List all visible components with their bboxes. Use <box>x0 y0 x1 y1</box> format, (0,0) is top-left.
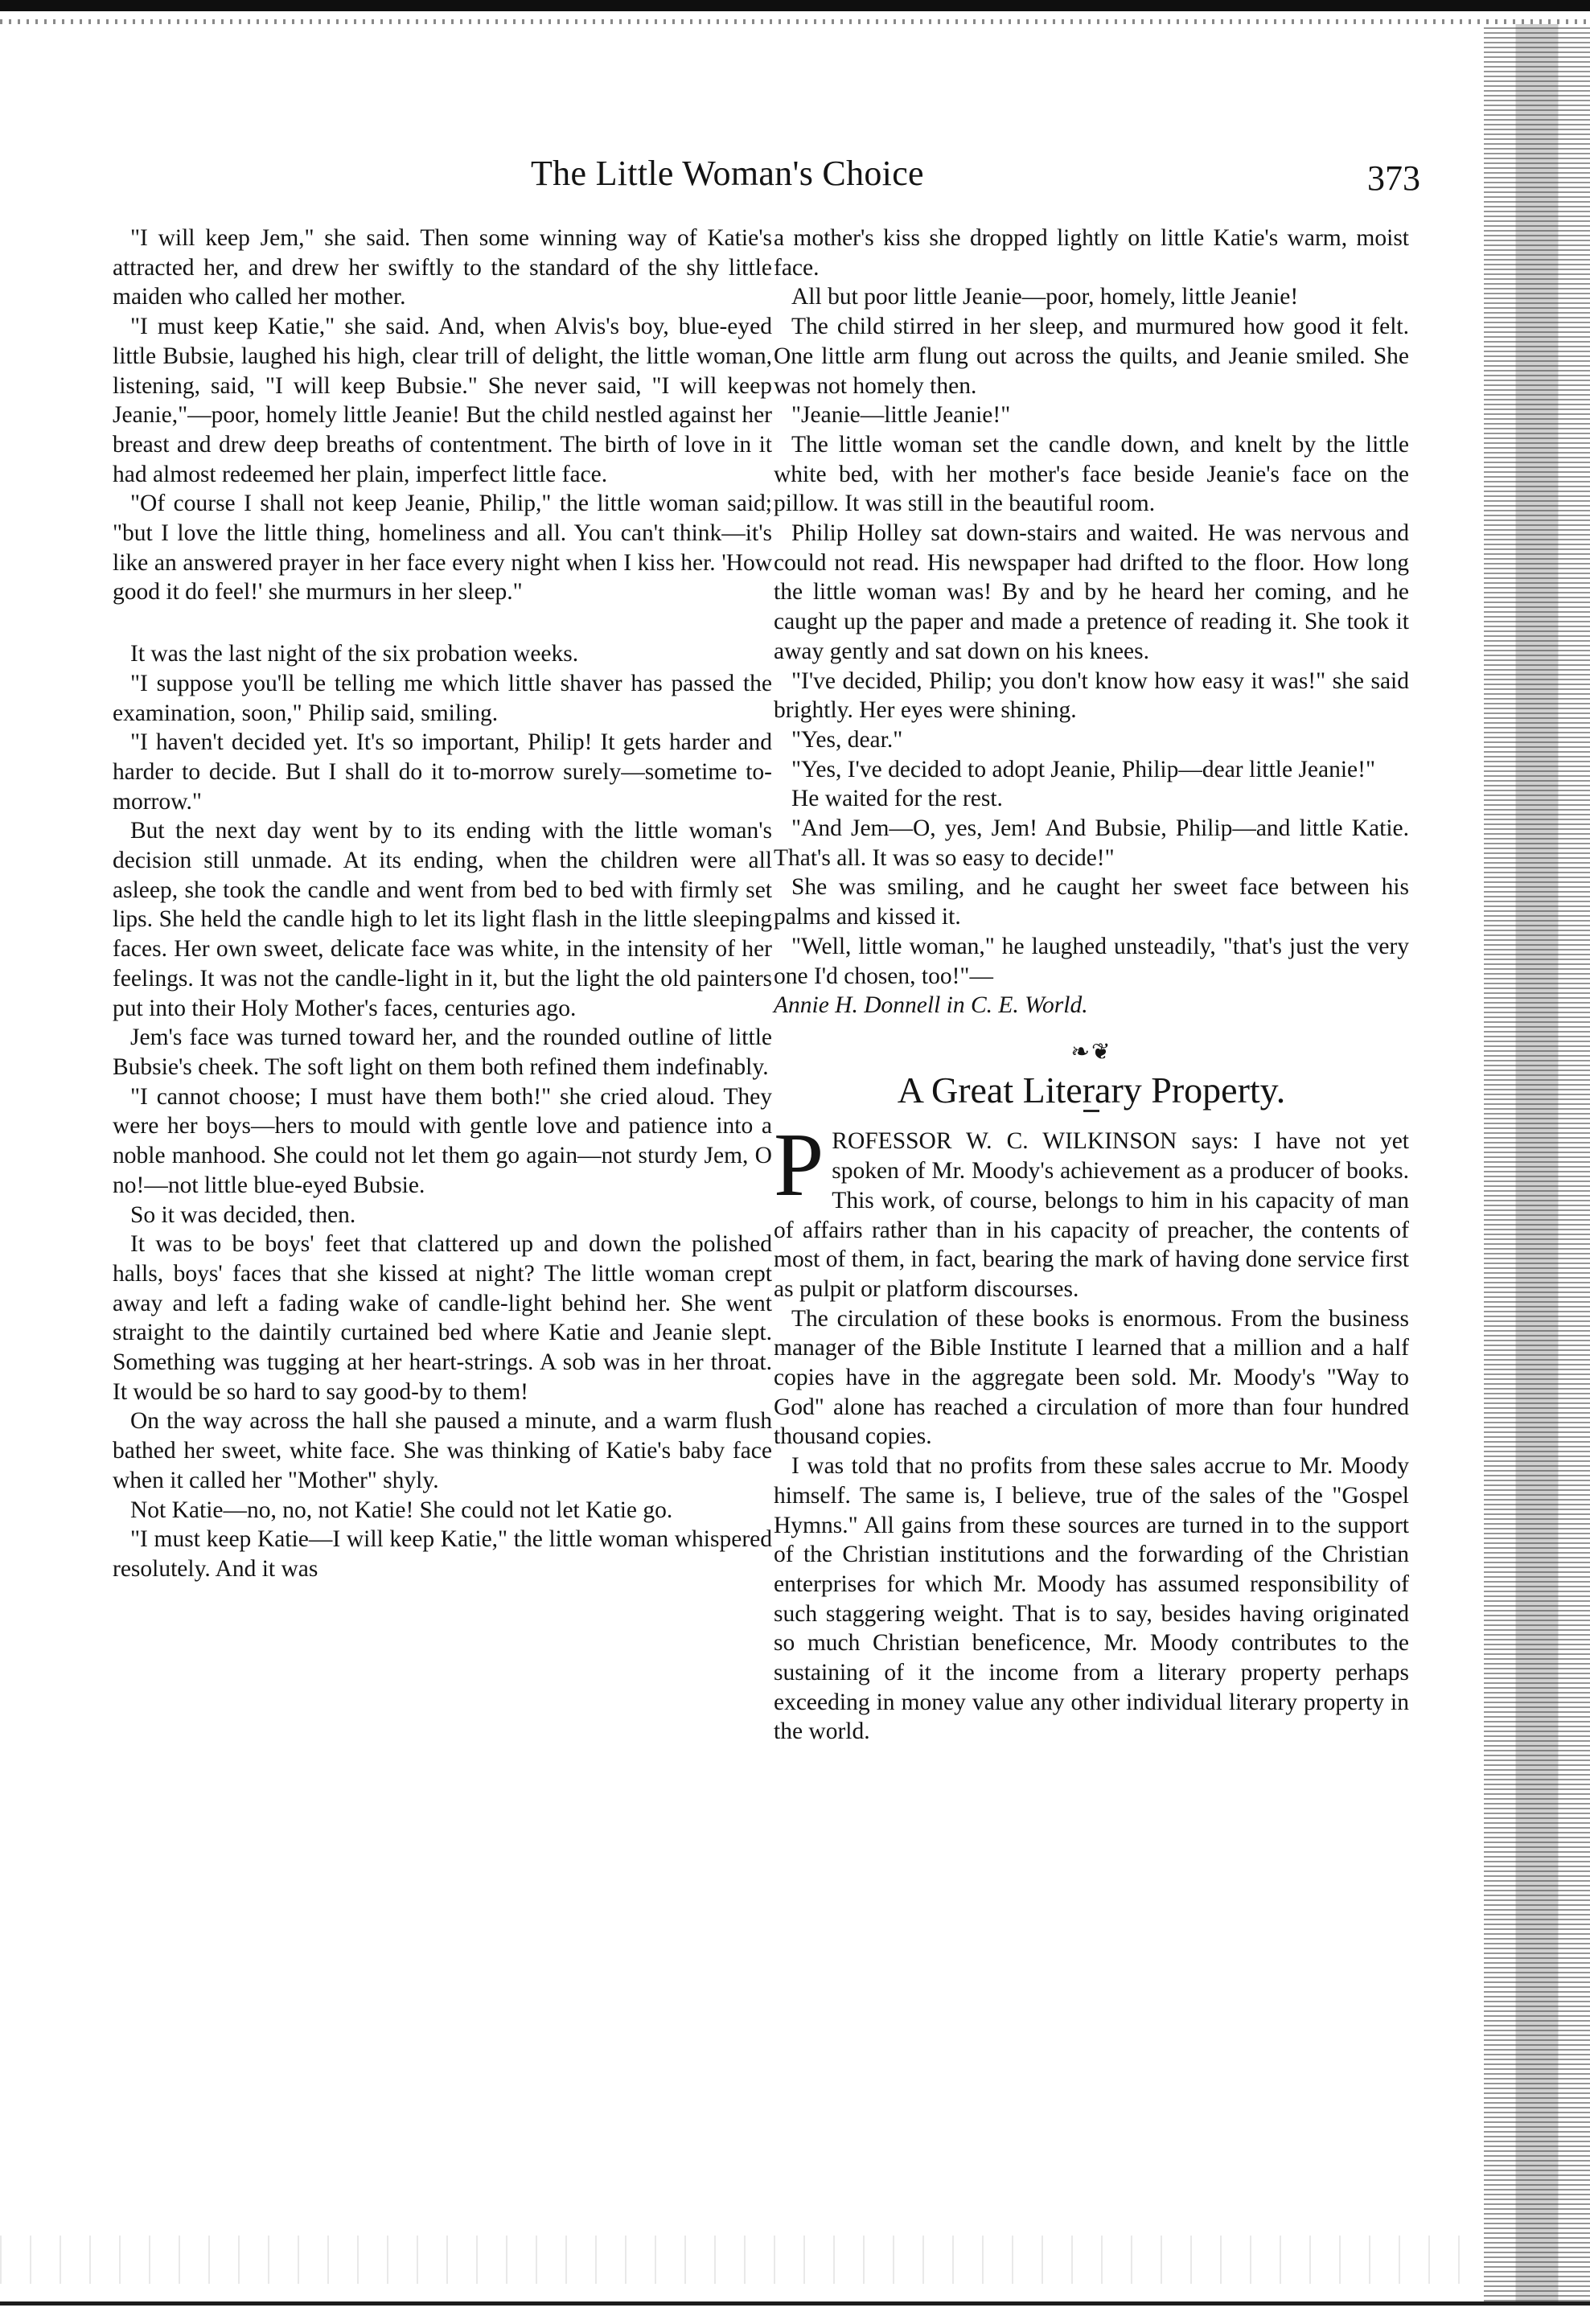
lead-text: ROFESSOR W. C. WILKINSON says: I have not yet spoken of Mr. Moody's achievement as a producer of books. This work, of course, belongs to him in his capacity of man of affairs rather than in his capacity of preacher, the contents of most of them, in fact, bearing the mark of having done service first as pulpit or platform discourses. <box>774 1128 1409 1302</box>
paragraph: "I've decided, Philip; you don't know how easy it was!" she said brightly. Her eyes were shining. <box>774 667 1409 724</box>
paragraph: "I suppose you'll be telling me which little shaver has passed the examination, soon," Philip said, smiling. <box>113 670 772 726</box>
title-rule <box>1083 1110 1099 1112</box>
paragraph: She was smiling, and he caught her sweet face between his palms and kissed it. <box>774 874 1409 930</box>
paragraph: The circulation of these books is enormous. From the business manager of the Bible Institute I learned that a million and a half copies have in the aggregate been sold. Mr. Moody's "Way to God" alone has reached a circulation of more than four hundred thousand copies. <box>774 1305 1409 1450</box>
page-number: 373 <box>1367 158 1420 198</box>
paragraph: "I cannot choose; I must have them both!" she cried aloud. They were her boys—hers to mould with gentle love and patience into a noble manhood. She could not let them go again—not sturdy Jem, O no!—not little blue-eyed Bubsie. <box>113 1083 772 1198</box>
paragraph: a mother's kiss she dropped lightly on little Katie's warm, moist face. <box>774 225 1409 281</box>
paragraph: So it was decided, then. <box>130 1201 356 1228</box>
paragraph: "Yes, I've decided to adopt Jeanie, Philip—dear little Jeanie!" <box>791 756 1376 782</box>
paragraph: "I will keep Jem," she said. Then some winning way of Katie's attracted her, and drew her swiftly to the standard of the shy little maiden who called her mother. <box>113 225 772 310</box>
paragraph: Not Katie—no, no, not Katie! She could not let Katie go. <box>130 1497 673 1523</box>
right-column <box>774 224 1409 1747</box>
paragraph: "Yes, dear." <box>791 726 903 753</box>
paragraph: On the way across the hall she paused a minute, and a warm flush bathed her sweet, white face. She was thinking of Katie's baby face when it called her "Mother" shyly. <box>113 1408 772 1493</box>
paragraph: It was the last night of the six probation weeks. <box>130 641 579 667</box>
paragraph: He waited for the rest. <box>791 786 1003 812</box>
running-head: The Little Woman's Choice <box>531 154 924 193</box>
paragraph: "Well, little woman," he laughed unsteadily, "that's just the very one I'd chosen, too!"— <box>774 933 1409 989</box>
paragraph: "Jeanie—little Jeanie!" <box>791 402 1011 429</box>
story-attribution: Annie H. Donnell in C. E. World. <box>774 992 1088 1019</box>
paragraph: "And Jem—O, yes, Jem! And Bubsie, Philip—and little Katie. That's all. It was so easy to decide!" <box>774 815 1409 871</box>
paragraph: "Of course I shall not keep Jeanie, Philip," the little woman said; "but I love the little thing, homeliness and all. You can't think—it's like an answered prayer in her face every night when I kiss her. 'How good it do feel!' she murmurs in her sleep." <box>113 491 772 606</box>
paragraph: "I must keep Katie," she said. And, when Alvis's boy, blue-eyed little Bubsie, laughed his high, clear trill of delight, the little woman, listening, said, "I will keep Bubsie." She never said, "I will keep Jeanie,"—poor, homely little Jeanie! But the child nestled against her breast and drew deep breaths of contentment. The birth of love in it had almost redeemed her plain, imperfect little face. <box>113 314 772 487</box>
page-edge-scan-artifact <box>1484 24 1590 2301</box>
paragraph: The little woman set the candle down, and knelt by the little white bed, with her mother's face beside Jeanie's face on the pillow. It was still in the beautiful room. <box>774 431 1409 517</box>
top-border-rule <box>0 0 1590 11</box>
paragraph: But the next day went by to its ending with the little woman's decision still unmade. At its ending, when the children were all asleep, she took the candle and went from bed to bed with firmly set lips. She held the candle high to let its light flash in the little sleeping faces. Her own sweet, delicate face was white, in the intensity of her feelings. It was not the candle-light in it, but the light the old painters put into their Holy Mother's faces, centuries ago. <box>113 818 772 1021</box>
paragraph: Jem's face was turned toward her, and the rounded outline of little Bubsie's cheek. The soft light on them both refined them indefinably. <box>113 1024 772 1080</box>
paragraph: All but poor little Jeanie—poor, homely, little Jeanie! <box>791 284 1299 310</box>
bottom-scan-specks <box>0 2236 1480 2284</box>
section-ornament: ❧❦ <box>1070 1039 1112 1065</box>
section-break <box>113 607 772 639</box>
paragraph: I was told that no profits from these sales accrue to Mr. Moody himself. The same is, I believe, true of the sales of the "Gospel Hymns." All gains from these sources are turned in to the support of the Christian institutions and the forwarding of the Christian enterprises for which Mr. Moody has assumed responsibility of such staggering weight. That is to say, besides having originated so much Christian beneficence, Mr. Moody contributes to the sustaining of it the income from a literary property perhaps exceeding in money value any other individual literary property in the world. <box>774 1453 1409 1745</box>
top-scan-noise <box>0 19 1590 24</box>
paragraph: "I haven't decided yet. It's so important, Philip! It gets harder and harder to decide. But I shall do it to-morrow surely—sometime to-morrow." <box>113 729 772 815</box>
drop-cap: P <box>774 1115 824 1216</box>
paragraph: It was to be boys' feet that clattered up and down the polished halls, boys' faces that she kissed at night? The little woman crept away and left a fading wake of candle-light behind her. She went straight to the daintily curtained bed where Katie and Jeanie slept. Something was tugging at her heart-strings. A sob was in her throat. It would be so hard to say good-by to them! <box>113 1231 772 1405</box>
article-title: A Great Literary Property. <box>897 1069 1286 1111</box>
paragraph: "I must keep Katie—I will keep Katie," the little woman whispered resolutely. And it was <box>113 1526 772 1582</box>
article-lead-paragraph <box>774 1115 1409 1304</box>
bottom-border-rule <box>0 2301 1590 2306</box>
paragraph: Philip Holley sat down-stairs and waited. He was nervous and could not read. His newspaper had drifted to the floor. How long the little woman was! By and by he heard her coming, and he caught up the paper and made a pretence of reading it. She took it away gently and sat down on his knees. <box>774 520 1409 664</box>
left-column <box>113 224 772 1584</box>
paragraph: The child stirred in her sleep, and murmured how good it felt. One little arm flung out across the quilts, and Jeanie smiled. She was not homely then. <box>774 314 1409 399</box>
